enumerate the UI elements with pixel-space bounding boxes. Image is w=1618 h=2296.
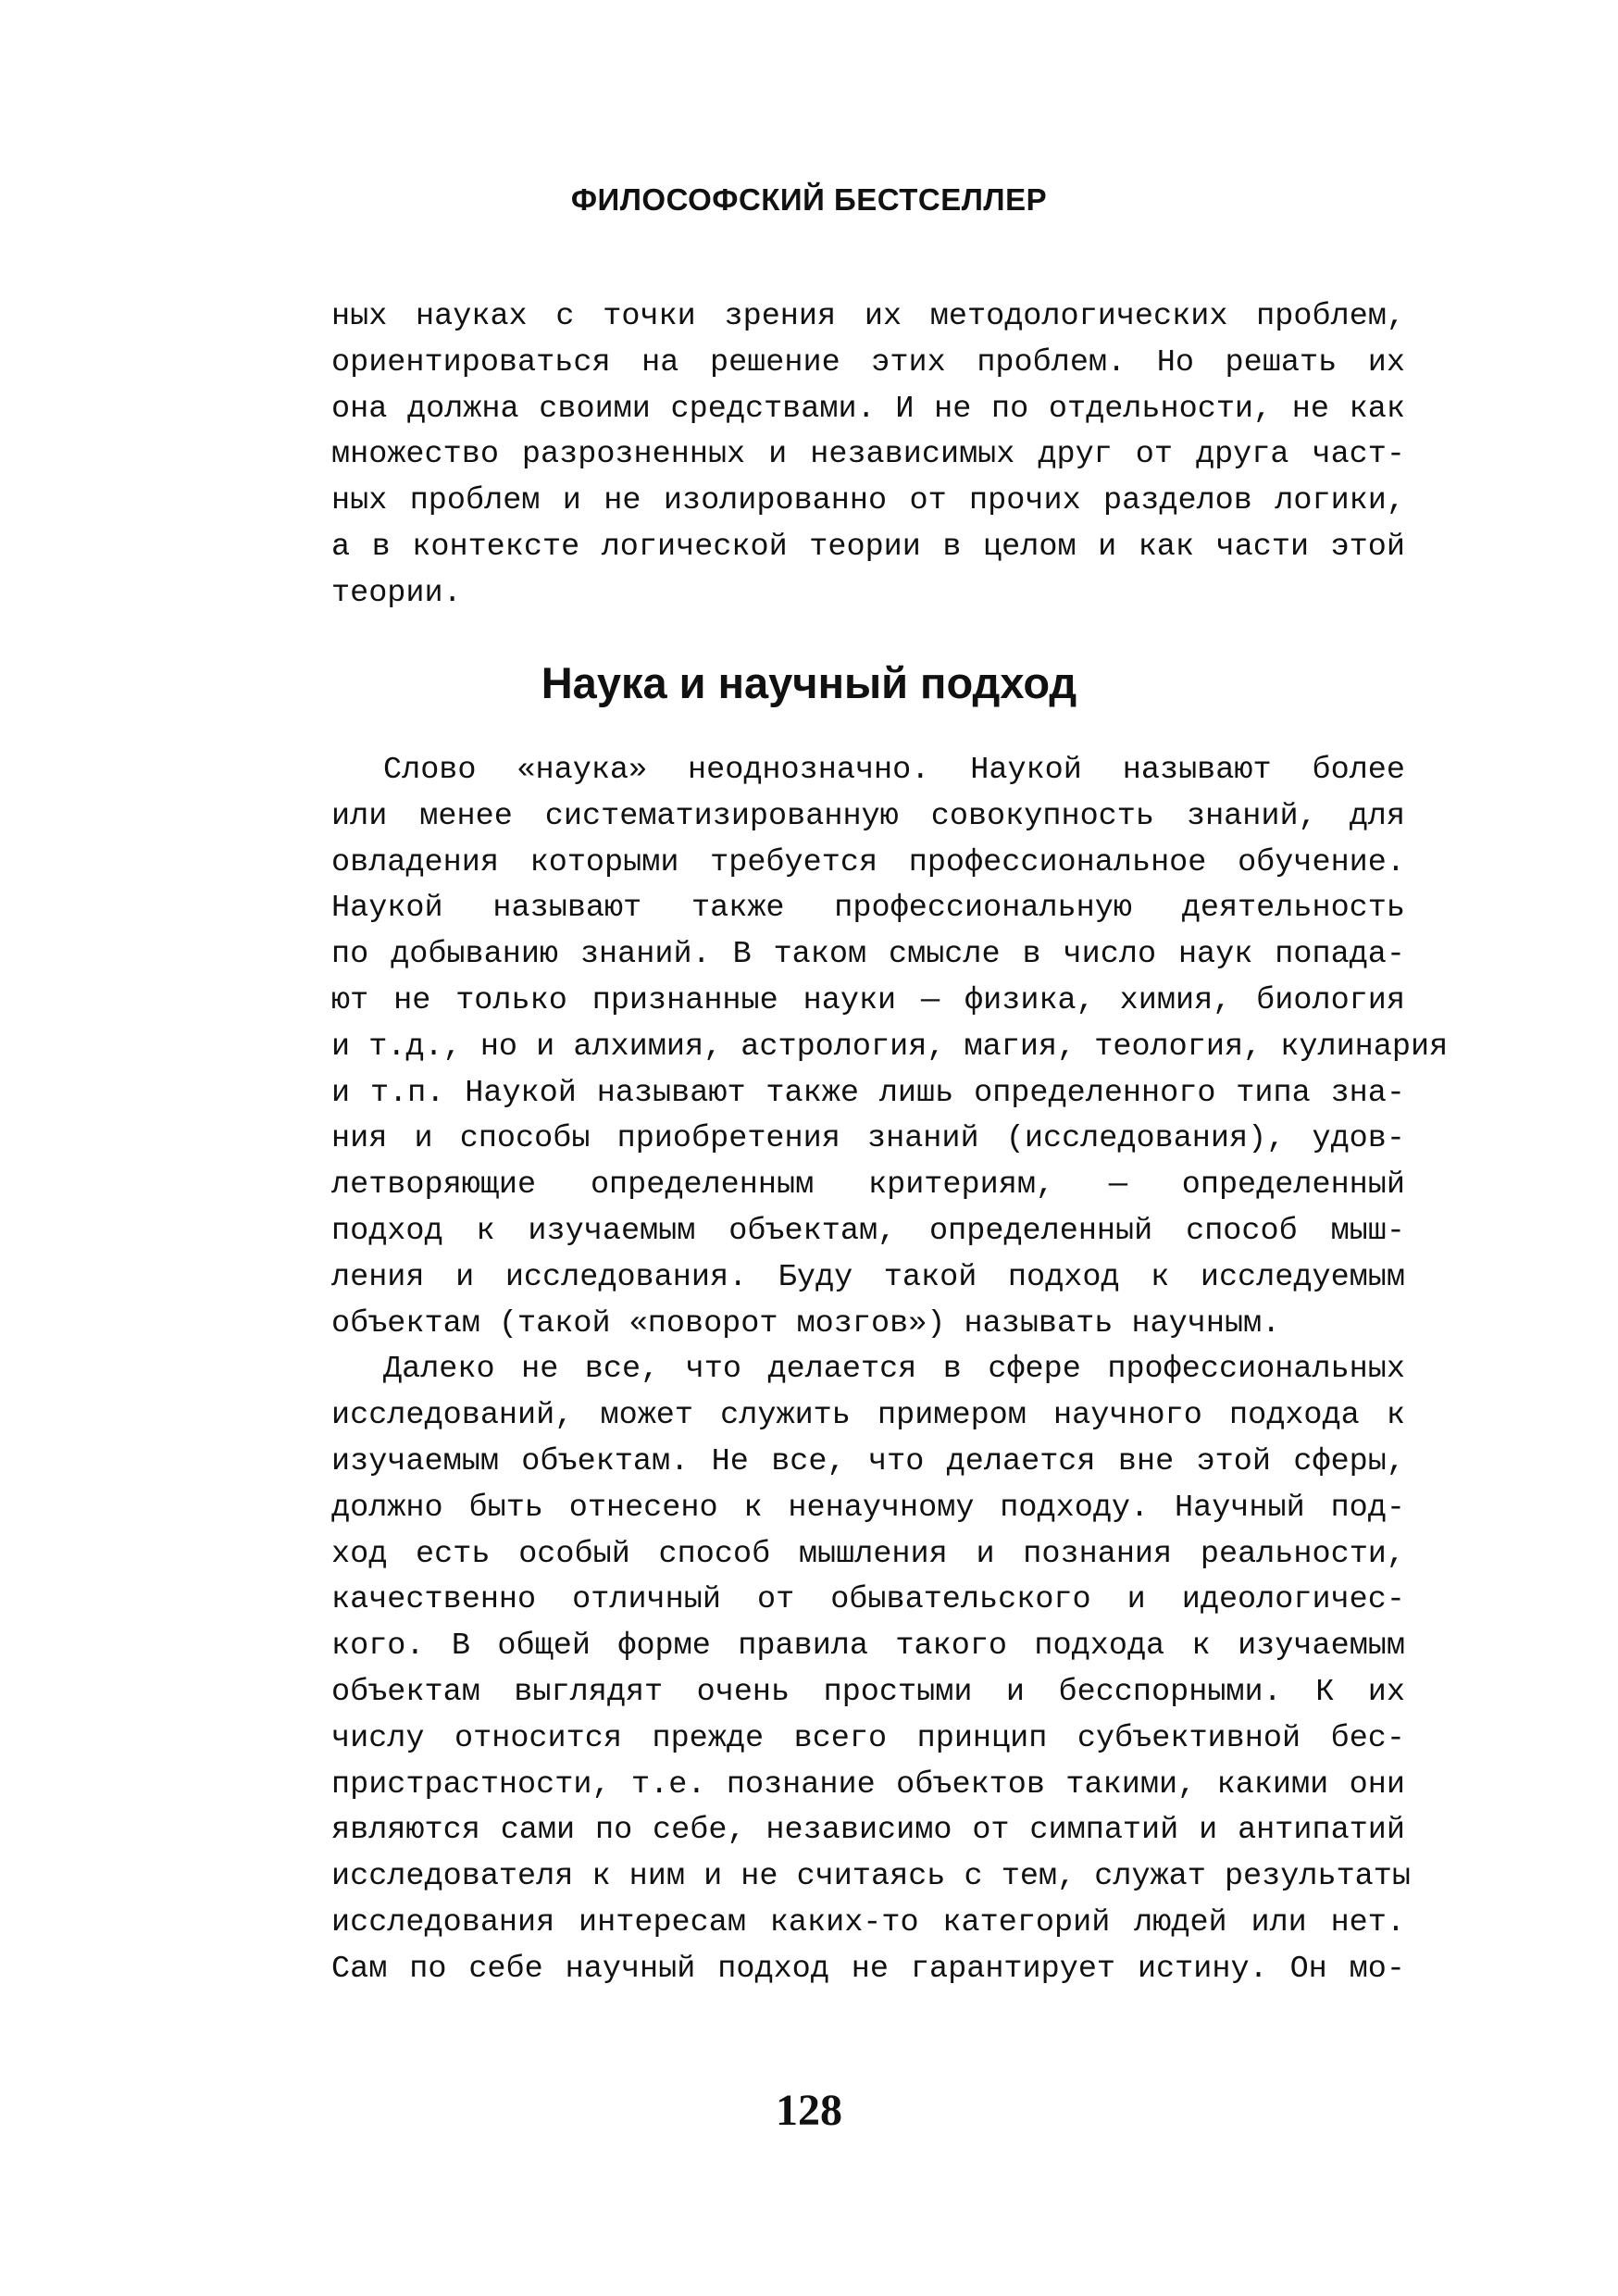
text-line: ют не только признанные науки — физика, химия, биология (331, 982, 1405, 1018)
text-line: исследователя к ним и не считаясь с тем, служат результаты (331, 1859, 1411, 1895)
text-line: летворяющие определенным критериям, — определенный (331, 1167, 1405, 1204)
page-number: 128 (776, 2086, 842, 2135)
text-line: качественно отличный от обывательского и идеологичес- (331, 1582, 1405, 1618)
paragraph-2 (331, 1347, 1411, 1992)
text-line: ния и способы приобретения знаний (исследования), удов- (331, 1121, 1405, 1157)
text-line: кого. В общей форме правила такого подхода к изучаемым (331, 1628, 1405, 1665)
section-heading: Наука и научный подход (541, 658, 1077, 707)
text-line: являются сами по себе, независимо от симпатий и антипатий (331, 1813, 1405, 1849)
text-line: пристрастности, т.е. познание объектов такими, какими они (331, 1766, 1405, 1803)
text-line: или менее систематизированную совокупность знаний, для (331, 798, 1405, 834)
text-line: изучаемым объектам. Не все, что делается вне этой сферы, (331, 1443, 1405, 1479)
intro-paragraph (331, 294, 1405, 618)
text-line: ход есть особый способ мышления и познания реальности, (331, 1536, 1405, 1572)
text-line: овладения которыми требуется профессиональное обучение. (331, 844, 1405, 880)
text-line: а в контексте логической теории в целом и как части этой (331, 529, 1405, 565)
text-line: Далеко не все, что делается в сфере профессиональных (383, 1352, 1405, 1388)
text-line: Наукой называют также профессиональную деятельность (331, 891, 1405, 927)
text-line: Слово «наука» неоднозначно. Наукой называют более (383, 753, 1405, 788)
text-line: должно быть отнесено к ненаучному подходу. Научный под- (331, 1490, 1405, 1526)
text-line: ления и исследования. Буду такой подход к исследуемым (331, 1259, 1405, 1295)
text-line: исследования интересам каких-то категорий людей или нет. (331, 1904, 1405, 1940)
text-line: по добыванию знаний. В таком смысле в число наук попада- (331, 937, 1405, 973)
text-line: ных проблем и не изолированно от прочих разделов логики, (331, 483, 1405, 519)
text-line: и т.д., но и алхимия, астрология, магия, теология, кулинария (331, 1029, 1449, 1065)
text-line: подход к изучаемым объектам, определенный способ мыш- (331, 1213, 1405, 1249)
text-line: числу относится прежде всего принцип субъективной бес- (331, 1720, 1405, 1756)
text-line: ориентироваться на решение этих проблем. Но решать их (331, 344, 1405, 381)
text-line: объектам выглядят очень простыми и бесспорными. К их (331, 1674, 1405, 1710)
text-line: исследований, может служить примером научного подхода к (331, 1398, 1405, 1434)
text-line: объектам (такой «поворот мозгов») называть научным. (331, 1305, 1281, 1341)
text-line: множество разрозненных и независимых друг от друга част- (331, 437, 1405, 473)
body-text (331, 748, 1449, 1993)
paragraph-1 (331, 748, 1449, 1347)
running-head: ФИЛОСОФСКИЙ БЕСТСЕЛЛЕР (570, 182, 1048, 217)
text-line: ных науках с точки зрения их методологических проблем, (331, 299, 1405, 334)
text-line: теории. (331, 575, 462, 611)
text-line: Сам по себе научный подход не гарантирует истину. Он мо- (331, 1951, 1405, 1987)
text-line: и т.п. Наукой называют также лишь определенного типа зна- (331, 1075, 1405, 1111)
text-line: она должна своими средствами. И не по отдельности, не как (331, 391, 1405, 427)
